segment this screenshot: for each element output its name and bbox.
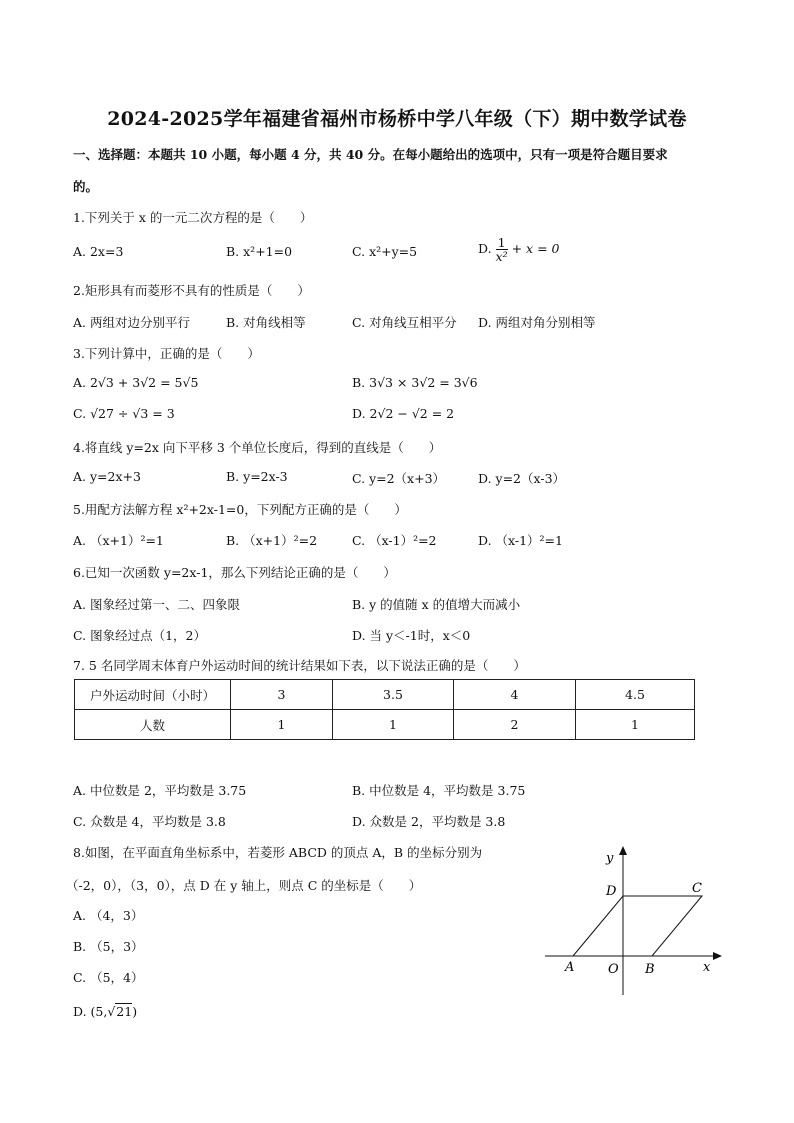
- sqrt-icon: √: [107, 1004, 116, 1019]
- q5-stem: 5.用配方法解方程 x²+2x-1=0，下列配方正确的是（ ）: [73, 502, 407, 517]
- q8-option-d-prefix: D. (5,: [73, 1004, 108, 1019]
- x-axis-label: x: [703, 960, 711, 975]
- q2-stem: 2.矩形具有而菱形不具有的性质是（ ）: [73, 283, 310, 298]
- q6-option-c: C. 图象经过点（1，2）: [73, 628, 206, 643]
- x-axis-arrow-icon: [713, 952, 722, 960]
- q8-option-a: A. （4，3）: [73, 908, 144, 923]
- q4-option-a: A. y=2x+3: [73, 469, 141, 484]
- table-cell: 2: [454, 710, 576, 740]
- q7-option-c: C. 众数是 4，平均数是 3.8: [73, 814, 226, 829]
- table-cell: 1: [576, 710, 695, 740]
- q3-option-c: C. √27 ÷ √3 = 3: [73, 406, 175, 421]
- q3-option-a: A. 2√3 + 3√2 = 5√5: [73, 375, 199, 390]
- table-cell: 1: [231, 710, 333, 740]
- q8-option-d: [73, 1004, 137, 1019]
- q2-option-a: A. 两组对边分别平行: [73, 315, 190, 330]
- section-heading-line2: 的。: [73, 179, 99, 194]
- q3-option-d: D. 2√2 − √2 = 2: [352, 406, 455, 421]
- q6-stem: 6.已知一次函数 y=2x-1，那么下列结论正确的是（ ）: [73, 565, 396, 580]
- q6-option-b: B. y 的值随 x 的值增大而减小: [352, 597, 521, 612]
- q5-option-c: C. （x-1）²=2: [352, 533, 437, 548]
- q1-option-b: B. x²+1=0: [226, 244, 293, 259]
- q5-option-d: D. （x-1）²=1: [478, 533, 563, 548]
- table-cell: 4.5: [576, 680, 695, 710]
- q8-option-b: B. （5，3）: [73, 939, 144, 954]
- table-row: [75, 710, 695, 740]
- q7-option-d: D. 众数是 2，平均数是 3.8: [352, 814, 506, 829]
- q1-option-a: A. 2x=3: [73, 244, 124, 259]
- q1-option-d-prefix: D.: [478, 241, 492, 256]
- q2-option-c: C. 对角线互相平分: [352, 315, 457, 330]
- q8-option-d-radicand: 21: [116, 1004, 133, 1019]
- q6-option-a: A. 图象经过第一、二、四象限: [73, 597, 240, 612]
- q8-option-d-suffix: ): [132, 1004, 138, 1019]
- point-d-label: D: [606, 884, 617, 899]
- point-c-label: C: [692, 881, 702, 896]
- y-axis-label: y: [606, 851, 614, 866]
- fraction: $\frac{1}{\text{x²}}$: [495, 235, 508, 264]
- table-cell: 户外运动时间（小时）: [75, 680, 231, 710]
- point-a-label: A: [565, 960, 575, 975]
- q4-option-d: D. y=2（x-3）: [478, 471, 566, 486]
- q2-option-b: B. 对角线相等: [226, 315, 306, 330]
- section-heading-line1: 一、选择题：本题共 10 小题，每小题 4 分，共 40 分。在每小题给出的选项中，只有一项是符合题目要求: [73, 147, 668, 162]
- q7-option-a: A. 中位数是 2，平均数是 3.75: [73, 783, 247, 798]
- q7-stem: 7. 5 名同学周末体育户外运动时间的统计结果如下表，以下说法正确的是（ ）: [73, 658, 526, 673]
- rhombus-coordinate-figure: [540, 840, 730, 1000]
- y-axis-arrow-icon: [619, 846, 627, 855]
- q4-option-b: B. y=2x-3: [226, 469, 288, 484]
- q7-option-b: B. 中位数是 4，平均数是 3.75: [352, 783, 526, 798]
- q8-stem-line1: 8.如图，在平面直角坐标系中，若菱形 ABCD 的顶点 A，B 的坐标分别为: [73, 845, 483, 860]
- table-cell: 4: [454, 680, 576, 710]
- stats-table: [74, 679, 695, 740]
- page-title: 2024-2025学年福建省福州市杨桥中学八年级（下）期中数学试卷: [107, 108, 687, 130]
- table-row: [75, 680, 695, 710]
- q5-option-b: B. （x+1）²=2: [226, 533, 318, 548]
- q3-option-b: B. 3√3 × 3√2 = 3√6: [352, 375, 478, 390]
- q4-option-c: C. y=2（x+3）: [352, 471, 446, 486]
- q1-option-d-rest: + x = 0: [511, 241, 560, 256]
- q6-option-d: D. 当 y＜-1时，x＜0: [352, 628, 471, 643]
- q1-stem: 1.下列关于 x 的一元二次方程的是（ ）: [73, 210, 313, 225]
- q5-option-a: A. （x+1）²=1: [73, 533, 164, 548]
- q2-option-d: D. 两组对角分别相等: [478, 315, 596, 330]
- origin-label: O: [608, 962, 619, 977]
- point-b-label: B: [645, 962, 655, 977]
- q3-stem: 3.下列计算中，正确的是（ ）: [73, 346, 260, 361]
- q1-option-d: [478, 236, 559, 263]
- q4-stem: 4.将直线 y=2x 向下平移 3 个单位长度后，得到的直线是（ ）: [73, 440, 442, 455]
- q1-option-c: C. x²+y=5: [352, 244, 418, 259]
- q8-stem-line2: （-2，0），（3，0），点 D 在 y 轴上，则点 C 的坐标是（ ）: [66, 878, 422, 893]
- table-cell: 1: [333, 710, 454, 740]
- table-cell: 3.5: [333, 680, 454, 710]
- q8-option-c: C. （5，4）: [73, 970, 144, 985]
- table-cell: 3: [231, 680, 333, 710]
- table-cell: 人数: [75, 710, 231, 740]
- rhombus-abcd: [573, 896, 702, 956]
